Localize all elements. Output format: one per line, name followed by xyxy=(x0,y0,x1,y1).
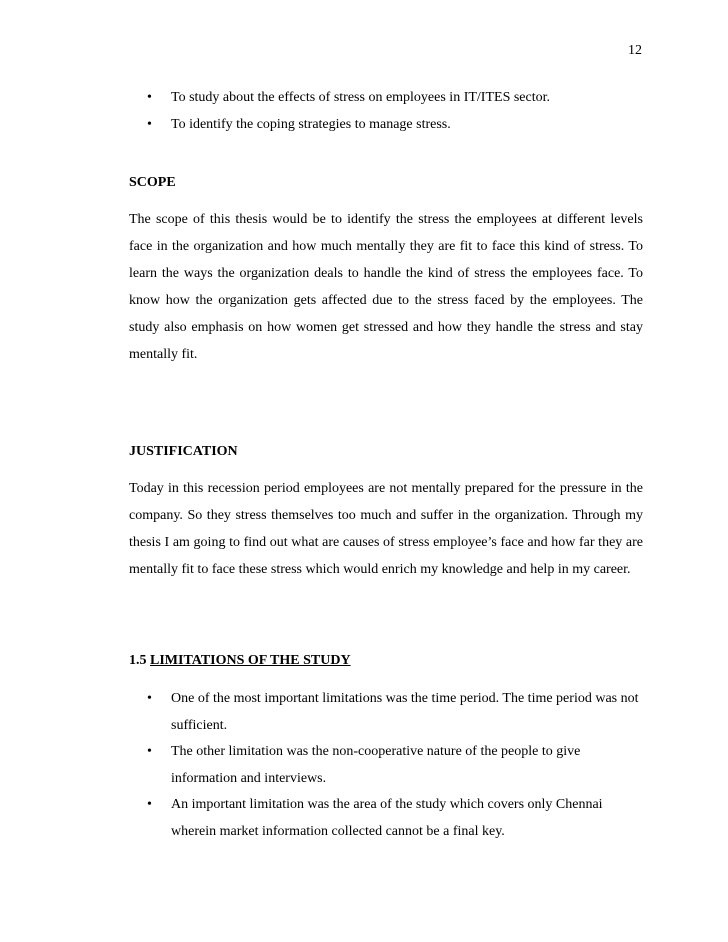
bullet-icon: • xyxy=(147,691,152,706)
page-number: 12 xyxy=(628,43,642,58)
justification-paragraph: Today in this recession period employees are not mentally prepared for the pressure in the company. So they stress themselves too much and suffer in the organization. Through my thesis I am going to find out what are causes of stress employee’s face and how far they are mentally fit to face these stress which would enrich my knowledge and help in my career. xyxy=(129,481,643,577)
list-item xyxy=(129,84,550,111)
bullet-icon: • xyxy=(147,797,152,812)
list-item xyxy=(129,792,643,845)
objectives-list xyxy=(129,84,550,138)
list-item xyxy=(129,739,643,792)
limitation-text: An important limitation was the area of the study which covers only Chennai wherein market information collected cannot be a final key. xyxy=(171,797,603,839)
limitation-text: One of the most important limitations was the time period. The time period was not sufficient. xyxy=(171,691,639,733)
limitations-list xyxy=(129,686,643,845)
scope-heading: SCOPE xyxy=(129,175,176,190)
limitations-heading xyxy=(129,653,351,669)
limitations-title: LIMITATIONS OF THE STUDY xyxy=(150,653,351,668)
objective-text: To study about the effects of stress on employees in IT/ITES sector. xyxy=(171,90,551,105)
objective-text: To identify the coping strategies to manage stress. xyxy=(171,117,451,132)
justification-heading: JUSTIFICATION xyxy=(129,444,238,459)
list-item xyxy=(129,686,643,739)
section-number: 1.5 xyxy=(129,653,147,668)
bullet-icon: • xyxy=(147,90,152,105)
limitation-text: The other limitation was the non-cooperative nature of the people to give information and interviews. xyxy=(171,744,581,786)
bullet-icon: • xyxy=(147,117,152,132)
bullet-icon: • xyxy=(147,744,152,759)
scope-paragraph: The scope of this thesis would be to identify the stress the employees at different levels face in the organization and how much mentally they are fit to face this kind of stress. To learn the ways the organization deals to handle the kind of stress the employees face. To know how the organization gets affected due to the stress faced by the employees. The study also emphasis on how women get stressed and how they handle the stress and stay mentally fit. xyxy=(129,212,643,362)
list-item xyxy=(129,111,550,138)
